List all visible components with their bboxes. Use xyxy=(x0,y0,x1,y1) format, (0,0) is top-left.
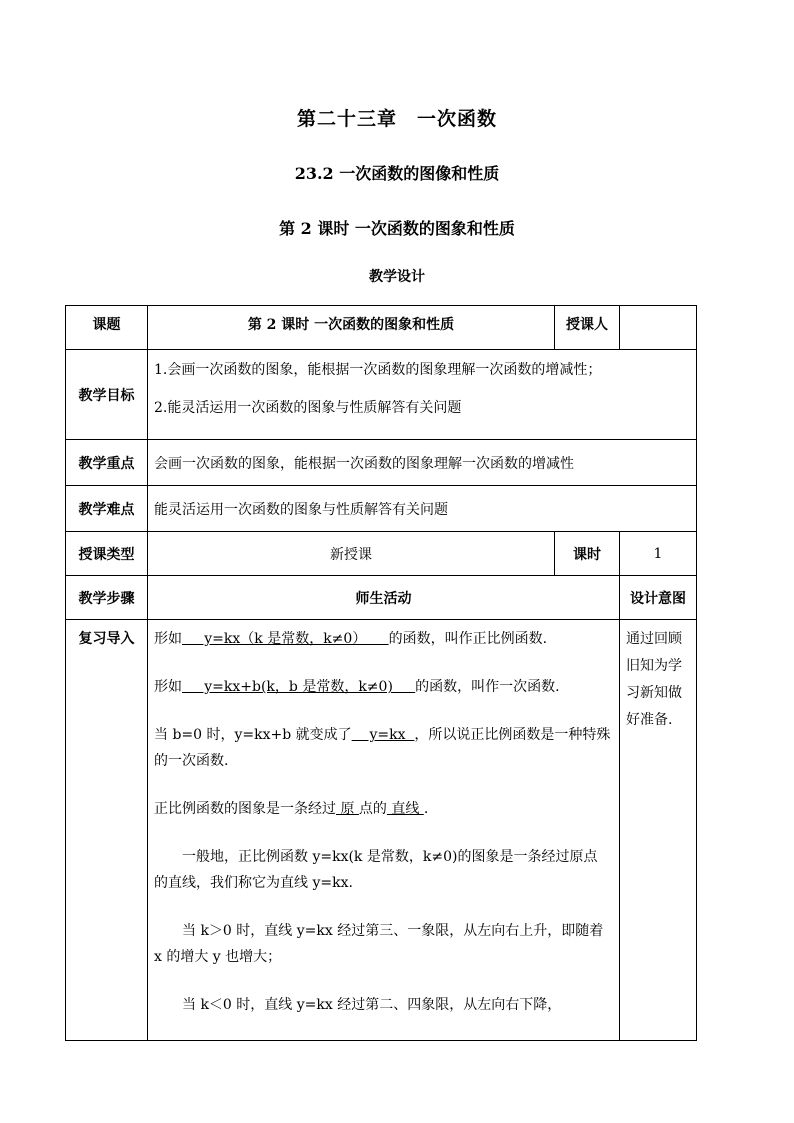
answer-blank: y=kx+b(k，b 是常数，k≠0) xyxy=(182,679,416,695)
goals-row xyxy=(66,350,697,440)
review-intent: 通过回顾旧知为学习新知做好准备. xyxy=(620,620,697,1041)
lesson-type-label: 授课类型 xyxy=(66,532,148,576)
teacher-value xyxy=(620,306,697,350)
section-title: 23.2 一次函数的图像和性质 xyxy=(294,164,500,183)
review-paragraph: 当 k＞0 时，直线 y=kx 经过第三、一象限，从左向右上升，即随着 x 的增大 y 也增大； xyxy=(154,923,604,965)
document-type-label: 教学设计 xyxy=(369,269,425,285)
chapter-title: 第二十三章 一次函数 xyxy=(296,108,497,130)
key-point-value: 会画一次函数的图象，能根据一次函数的图象理解一次函数的增减性 xyxy=(148,440,697,486)
key-point-label: 教学重点 xyxy=(66,440,148,486)
intent-label: 设计意图 xyxy=(620,576,697,620)
teacher-label: 授课人 xyxy=(555,306,620,350)
lesson-title: 第 2 课时 一次函数的图象和性质 xyxy=(279,219,515,238)
review-content xyxy=(148,620,620,1041)
activity-label: 师生活动 xyxy=(148,576,620,620)
review-paragraph: 正比例函数的图象是一条经过 原 点的 直线 . xyxy=(154,801,429,817)
difficulty-label: 教学难点 xyxy=(66,486,148,532)
topic-label: 课题 xyxy=(66,306,148,350)
difficulty-value: 能灵活运用一次函数的图象与性质解答有关问题 xyxy=(148,486,697,532)
review-label: 复习导入 xyxy=(66,620,148,1041)
goal-item: 2.能灵活运用一次函数的图象与性质解答有关问题 xyxy=(154,400,462,416)
lesson-plan-table xyxy=(65,305,697,1041)
answer-blank: 原 xyxy=(336,801,359,817)
answer-blank: 直线 xyxy=(386,801,424,817)
review-paragraph: 当 k＜0 时，直线 y=kx 经过第二、四象限，从左向右下降， xyxy=(182,997,562,1013)
review-paragraph: 当 b=0 时，y=kx+b 就变成了 y=kx ，所以说正比例函数是一种特殊的一次函数. xyxy=(154,727,611,769)
period-label: 课时 xyxy=(555,532,620,576)
period-value: 1 xyxy=(620,532,697,576)
goals-cell xyxy=(148,350,697,440)
goal-item: 1.会画一次函数的图象，能根据一次函数的图象理解一次函数的增减性； xyxy=(154,362,602,378)
review-paragraph: 一般地，正比例函数 y=kx(k 是常数，k≠0)的图象是一条经过原点的直线，我们称它为直线 y=kx. xyxy=(154,849,598,891)
review-paragraph: 形如 y=kx（k 是常数，k≠0） 的函数，叫作正比例函数. xyxy=(154,631,548,647)
topic-row xyxy=(66,306,697,350)
review-paragraph: 形如 y=kx+b(k，b 是常数，k≠0) 的函数，叫作一次函数. xyxy=(154,679,560,695)
answer-blank: y=kx xyxy=(351,727,415,743)
steps-header-row xyxy=(66,576,697,620)
lesson-type-value: 新授课 xyxy=(148,532,555,576)
answer-blank: y=kx（k 是常数，k≠0） xyxy=(182,631,389,647)
review-row xyxy=(66,620,697,1041)
goals-label: 教学目标 xyxy=(66,350,148,440)
steps-label: 教学步骤 xyxy=(66,576,148,620)
lesson-type-row xyxy=(66,532,697,576)
difficulty-row xyxy=(66,486,697,532)
key-point-row xyxy=(66,440,697,486)
topic-value: 第 2 课时 一次函数的图象和性质 xyxy=(148,306,555,350)
